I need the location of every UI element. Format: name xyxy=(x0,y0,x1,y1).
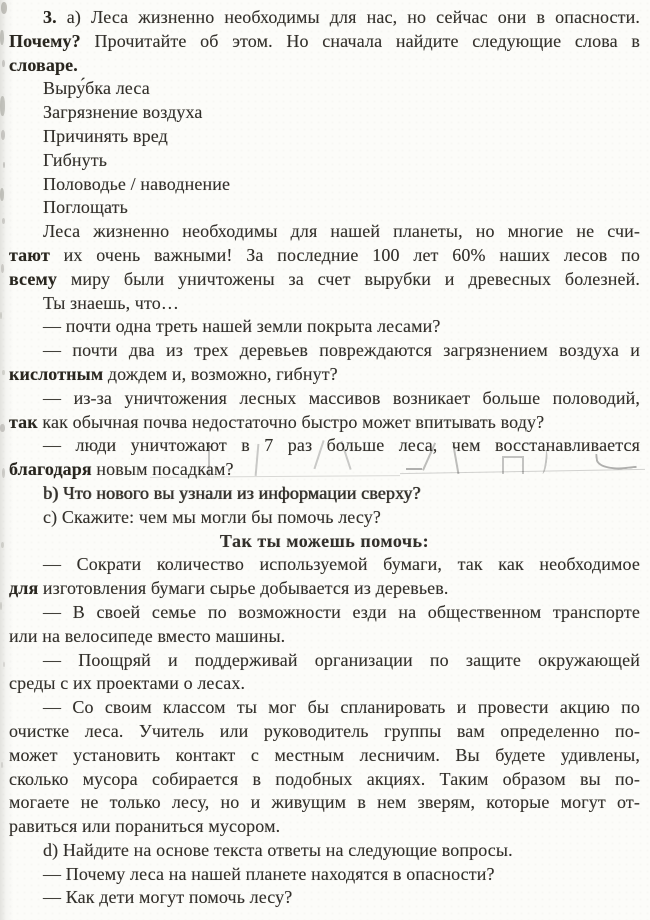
text-segment: сколько мусора собирается в подобных акциях. Таким образом вы по- xyxy=(9,768,640,789)
text-segment: дождем и, возможно, гибнут? xyxy=(103,363,338,384)
text-segment: d) Найдите на основе текста ответы на следующие вопросы. xyxy=(43,839,513,860)
text-line xyxy=(9,482,640,506)
text-line xyxy=(9,220,640,244)
text-segment: Гибнуть xyxy=(43,149,108,170)
text-line xyxy=(9,577,640,601)
bold-text-segment: словаре. xyxy=(9,54,78,75)
text-segment: — почти два из трех деревьев повреждаются загрязнением воздуха и xyxy=(43,340,640,361)
text-block xyxy=(9,6,640,910)
text-line xyxy=(9,768,640,792)
text-line xyxy=(9,315,640,339)
text-segment: Леса жизненно необходимы для нашей планеты, но многие не счи- xyxy=(43,221,640,242)
text-line xyxy=(9,458,640,482)
bold-text-segment: Почему? xyxy=(9,30,81,51)
text-line xyxy=(9,791,640,815)
text-line xyxy=(9,720,640,744)
text-line xyxy=(9,625,640,649)
bold-text-segment: 3. xyxy=(43,7,57,27)
text-segment: изготовления бумаги сырье добывается из деревьев. xyxy=(38,578,449,599)
text-segment: может установить контакт с местным лесничим. Вы будете удивлены, xyxy=(9,744,640,765)
text-segment: среды с их проектами о лесах. xyxy=(9,673,246,694)
text-line xyxy=(9,77,640,101)
text-line xyxy=(9,434,640,458)
bold-text-segment: тают xyxy=(9,244,50,265)
bold-text-segment: так xyxy=(9,411,38,432)
text-segment: — Сократи количество используемой бумаги, так как необходимое xyxy=(43,554,640,575)
text-segment: Загрязнение воздуха xyxy=(43,102,203,123)
text-segment: новым посадкам? xyxy=(91,459,234,480)
text-line xyxy=(9,411,640,435)
text-line xyxy=(9,649,640,673)
text-segment: — почти одна треть нашей земли покрыта лесами? xyxy=(43,316,441,337)
text-line xyxy=(9,863,640,887)
text-line xyxy=(9,672,640,696)
text-line xyxy=(9,268,640,292)
text-line xyxy=(9,196,640,220)
text-segment: — люди уничтожают в 7 раз больше леса, чем восстанавливается xyxy=(43,435,640,456)
text-line xyxy=(9,839,640,863)
text-segment: — Как дети могут помочь лесу? xyxy=(43,887,293,908)
text-line xyxy=(9,173,640,197)
text-line xyxy=(9,101,640,125)
text-line xyxy=(9,744,640,768)
text-line xyxy=(9,125,640,149)
text-segment: Причинять вред xyxy=(43,125,168,146)
bold-text-segment: всему xyxy=(9,268,57,289)
text-segment: Выру́бка леса xyxy=(43,78,150,99)
text-line xyxy=(9,506,640,530)
text-line xyxy=(9,292,640,316)
text-segment: — В своей семье по возможности езди на общественном транспорте xyxy=(43,601,640,622)
text-segment: Так ты можешь помочь: xyxy=(219,530,430,551)
text-line xyxy=(9,886,640,910)
text-segment: а) Леса жизненно необходимы для нас, но сейчас они в опасности. xyxy=(56,7,640,27)
text-segment: Прочитайте об этом. Но сначала найдите следующие слова в xyxy=(80,30,640,51)
text-line xyxy=(9,339,640,363)
text-line xyxy=(9,30,640,54)
text-line xyxy=(9,149,640,173)
text-segment: как обычная почва недостаточно быстро может впитывать воду? xyxy=(37,411,545,432)
text-segment: Поглощать xyxy=(43,197,128,218)
text-line xyxy=(9,696,640,720)
text-line xyxy=(9,601,640,625)
text-segment: — из-за уничтожения лесных массивов возникает больше половодий, xyxy=(43,387,640,408)
text-line xyxy=(9,6,640,30)
text-segment: — Со своим классом ты мог бы спланировать и провести акцию по xyxy=(43,697,640,718)
text-segment: Ты знаешь, что… xyxy=(43,292,179,313)
text-segment: равиться или пораниться мусором. xyxy=(9,816,281,837)
text-line xyxy=(9,387,640,411)
text-segment: b) Что нового вы узнали из информации сверху? xyxy=(43,482,421,503)
text-segment: — Поощряй и поддерживай организации по защите окружающей xyxy=(43,649,640,670)
text-line xyxy=(9,530,640,554)
text-segment: их очень важными! За последние 100 лет 60% наших лесов по xyxy=(49,244,640,265)
text-line xyxy=(9,363,640,387)
text-segment: или на велосипеде вместо машины. xyxy=(9,625,286,646)
text-line xyxy=(9,244,640,268)
text-line xyxy=(9,553,640,577)
text-segment: очистке леса. Учитель или руководитель группы вам определенно по- xyxy=(9,720,640,741)
bold-text-segment: кислотным xyxy=(9,363,104,384)
text-line xyxy=(9,54,640,78)
text-segment: миру были уничтожены за счет вырубки и древесных болезней. xyxy=(57,268,640,289)
text-line xyxy=(9,815,640,839)
text-segment: Половодье / наводнение xyxy=(43,173,231,194)
bold-text-segment: благодаря xyxy=(9,459,92,480)
bold-text-segment: для xyxy=(9,578,39,599)
text-segment: могаете не только лесу, но и живущим в нем зверям, которые могут от- xyxy=(9,792,640,813)
text-segment: — Почему леса на нашей планете находятся в опасности? xyxy=(43,863,495,884)
text-segment: c) Скажите: чем мы могли бы помочь лесу? xyxy=(43,506,381,527)
